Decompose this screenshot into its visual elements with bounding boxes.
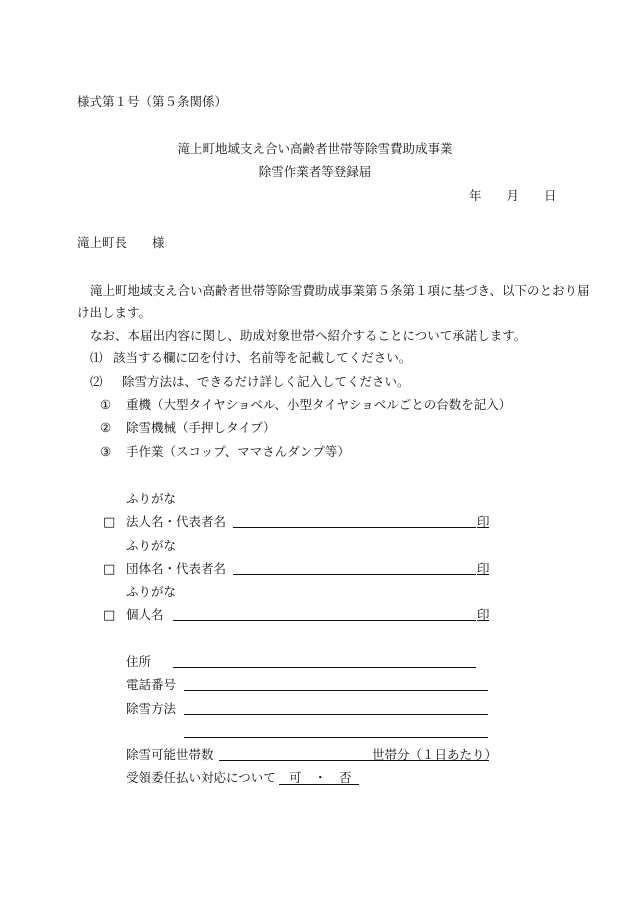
snow-removal-method-field-line-2[interactable] (184, 737, 488, 738)
note-1-text: 該当する欄に☑を付け、名前等を記載してください。 (113, 350, 412, 365)
method-1-number: ① (100, 397, 112, 412)
phone-field[interactable] (184, 690, 488, 691)
note-2-number: ⑵ (90, 374, 103, 389)
paragraph-1-line-1: 滝上町地域支え合い高齢者世帯等除雪費助成事業第５条第１項に基づき、以下のとおり届 (90, 283, 590, 298)
checkbox-group[interactable]: □ (103, 562, 116, 577)
seal-underline (477, 620, 489, 621)
form-title-line2: 除雪作業者等登録届 (258, 164, 372, 179)
form-title-line1: 滝上町地域支え合い高齢者世帯等除雪費助成事業 (177, 141, 453, 156)
furigana-label: ふりがな (126, 538, 177, 553)
seal-underline (477, 527, 489, 528)
consignment-options[interactable]: 可 ・ 否 (289, 770, 352, 785)
note-2-text: 除雪方法は、できるだけ詳しく記入してください。 (122, 374, 410, 389)
method-2-number: ② (100, 420, 112, 435)
date-field[interactable]: 年 月 日 (469, 188, 557, 203)
group-name-label: 団体名・代表者名 (126, 561, 227, 576)
checkbox-corporate[interactable]: □ (103, 515, 116, 530)
addressee: 滝上町長 様 (77, 235, 165, 250)
seal-mark: 印 (477, 561, 490, 576)
furigana-label: ふりがな (126, 584, 177, 599)
seal-mark: 印 (477, 514, 490, 529)
households-label: 除雪可能世帯数 (126, 747, 214, 762)
paragraph-2: なお、本届出内容に関し、助成対象世帯へ紹介することについて承諾します。 (90, 328, 527, 343)
method-3-number: ③ (100, 444, 112, 459)
corporate-name-label: 法人名・代表者名 (126, 514, 227, 529)
group-name-field[interactable] (233, 574, 476, 575)
households-unit: 世帯分（１日あたり） (372, 747, 498, 762)
seal-mark: 印 (477, 607, 490, 622)
paragraph-1-line-2: け出します。 (77, 305, 152, 320)
snow-removal-method-label: 除雪方法 (126, 701, 177, 716)
checkbox-individual[interactable]: □ (103, 608, 116, 623)
method-3-text: 手作業（スコップ、ママさんダンプ等） (126, 444, 350, 459)
seal-underline (477, 574, 489, 575)
consignment-label: 受領委任払い対応について (126, 770, 276, 785)
individual-name-label: 個人名 (126, 607, 164, 622)
form-number: 様式第１号（第５条関係） (77, 94, 228, 109)
address-label: 住所 (126, 654, 152, 669)
snow-removal-method-field[interactable] (184, 714, 488, 715)
note-1-number: ⑴ (90, 350, 103, 365)
address-field[interactable] (173, 667, 476, 668)
phone-label: 電話番号 (126, 677, 177, 692)
individual-name-field[interactable] (173, 620, 476, 621)
furigana-label: ふりがな (126, 491, 177, 506)
method-1-text: 重機（大型タイヤショベル、小型タイヤショベルごとの台数を記入） (126, 397, 512, 412)
consignment-underline (279, 784, 359, 785)
method-2-text: 除雪機械（手押しタイプ） (126, 420, 276, 435)
corporate-name-field[interactable] (233, 527, 476, 528)
